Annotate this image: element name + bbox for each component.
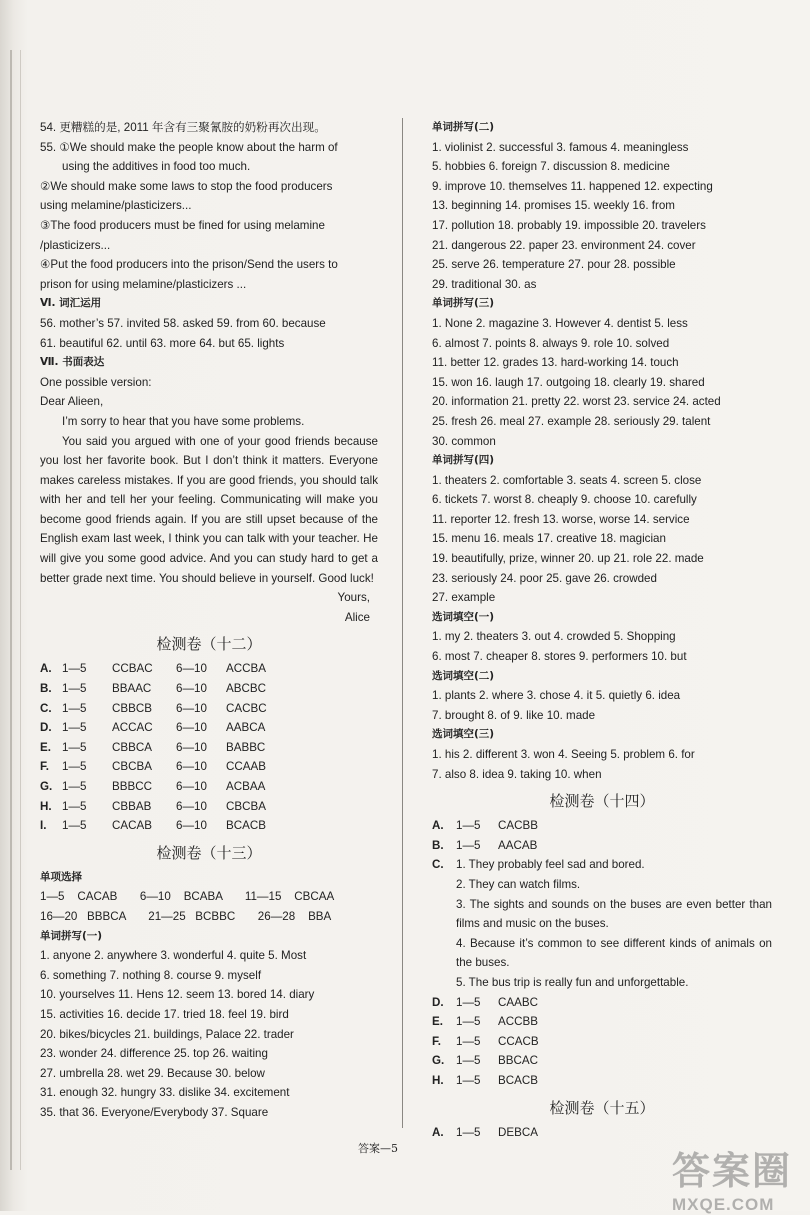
spelling-3-line: 1. None 2. magazine 3. However 4. dentist 5. less	[432, 316, 688, 330]
vocab-answers-56-60: 56. mother’s 57. invited 58. asked 59. from 60. because	[40, 316, 326, 330]
test-14-row: G. 1—5 BBCAC	[432, 1054, 538, 1068]
answer-55-4-cont: prison for using melamine/plasticizers ...	[40, 277, 247, 291]
answer-55-1-cont: using the additives in food too much.	[62, 160, 251, 174]
test-14-row: F. 1—5 CCACB	[432, 1034, 539, 1048]
left-column	[40, 118, 378, 1123]
fill-1-line: 1. my 2. theaters 3. out 4. crowded 5. Shopping	[432, 630, 676, 644]
watermark-url: MXQE.COM	[672, 1195, 775, 1214]
fill-3-line: 7. also 8. idea 9. taking 10. when	[432, 767, 602, 781]
spelling-1-line: 27. umbrella 28. wet 29. Because 30. below	[40, 1066, 265, 1080]
test-12-answers	[40, 659, 378, 835]
essay-opening: I’m sorry to hear that you have some problems.	[62, 414, 305, 428]
essay-salutation: Dear Alieen,	[40, 395, 104, 409]
spelling-2-line: 17. pollution 18. probably 19. impossible 20. travelers	[432, 218, 706, 232]
answer-55-4: ④Put the food producers into the prison/Send the users to	[40, 258, 338, 272]
essay-body: You said you argued with one of your good friends because you lost her favorite book. But I don’t think it matters. Everyone makes careless mistakes. If you are good friends, you should talk with her and tell her your feeling. Communicating will make you become good friends again. If you are still upset because of the English exam last week, I think you can talk with your teacher. He will give you some good advice. And you can study hard to get a better grade next time. You should believe in yourself. Good luck!	[40, 434, 378, 585]
spelling-4-line: 1. theaters 2. comfortable 3. seats 4. screen 5. close	[432, 473, 702, 487]
test-15-title: 检测卷（十五）	[549, 1098, 655, 1117]
page-number: 答案—5	[358, 1142, 398, 1155]
test-12-row: B. 1—5 BBAAC 6—10 ABCBC	[40, 682, 266, 696]
test-13-title: 检测卷（十三）	[156, 843, 262, 862]
spelling-3-line: 30. common	[432, 434, 496, 448]
answer-55-2: ②We should make some laws to stop the food producers	[40, 179, 333, 193]
essay-intro: One possible version:	[40, 375, 152, 389]
section-writing-heading: Ⅶ. 书面表达	[40, 356, 105, 369]
test-12-row: C. 1—5 CBBCB 6—10 CACBC	[40, 701, 267, 715]
test-12-row: A. 1—5 CCBAC 6—10 ACCBA	[40, 662, 266, 676]
spelling-1-line: 6. something 7. nothing 8. course 9. myself	[40, 968, 262, 982]
test-12-row: G. 1—5 BBBCC 6—10 ACBAA	[40, 780, 266, 793]
test-14-c-answer: 3. The sights and sounds on the buses are even better than films and music on the buses.	[456, 897, 772, 931]
test-12-row: D. 1—5 ACCAC 6—10 AABCA	[40, 721, 266, 735]
answer-54: 54. 更糟糕的是, 2011 年含有三聚氰胺的奶粉再次出现。	[40, 121, 326, 134]
spelling-3-heading: 单词拼写(三)	[432, 297, 495, 310]
test-12-row: H. 1—5 CBBAB 6—10 CBCBA	[40, 799, 266, 813]
spelling-3-line: 25. fresh 26. meal 27. example 28. seriously 29. talent	[432, 414, 711, 428]
spelling-3-line: 6. almost 7. points 8. always 9. role 10. solved	[432, 336, 670, 350]
test-14-c-answer: 5. The bus trip is really fun and unforgettable.	[456, 975, 689, 989]
test-12-title: 检测卷（十二）	[156, 635, 262, 654]
spelling-2-line: 1. violinist 2. successful 3. famous 4. meaningless	[432, 140, 689, 154]
spelling-3-line: 20. information 21. pretty 22. worst 23. service 24. acted	[432, 395, 721, 409]
spelling-4-heading: 单词拼写(四)	[432, 454, 495, 467]
test-14-row: B. 1—5 AACAB	[432, 838, 538, 852]
test-14-row: D. 1—5 CAABC	[432, 995, 538, 1009]
spelling-1-line: 31. enough 32. hungry 33. dislike 34. excitement	[40, 1086, 290, 1100]
spelling-2-line: 5. hobbies 6. foreign 7. discussion 8. medicine	[432, 160, 670, 174]
answer-55-1: 55. ①We should make the people know about the harm of	[40, 140, 338, 154]
spelling-4-line: 19. beautifully, prize, winner 20. up 21. role 22. made	[432, 552, 704, 566]
spelling-1-line: 23. wonder 24. difference 25. top 26. waiting	[40, 1047, 268, 1061]
section-vocab-heading: Ⅵ. 词汇运用	[40, 297, 102, 310]
essay-closing: Yours,	[337, 591, 370, 605]
spelling-1-line: 20. bikes/bicycles 21. buildings, Palace 22. trader	[40, 1027, 294, 1041]
test-12-row: F. 1—5 CBCBA 6—10 CCAAB	[40, 760, 266, 774]
test-14-row-c: C. 1. They probably feel sad and bored.	[432, 858, 645, 872]
test-12-row: E. 1—5 CBBCA 6—10 BABBC	[40, 740, 266, 754]
test-14-row: A. 1—5 CACBB	[432, 819, 538, 833]
spelling-2-line: 9. improve 10. themselves 11. happened 12. expecting	[432, 179, 713, 193]
right-column	[432, 118, 772, 1142]
spelling-4-line: 15. menu 16. meals 17. creative 18. magician	[432, 532, 666, 546]
fill-2-heading: 选词填空(二)	[432, 669, 495, 682]
binding-edge	[10, 50, 12, 1170]
test-12-row: I. 1—5 CACAB 6—10 BCACB	[40, 819, 266, 833]
watermark-text: 答案圈	[672, 1148, 793, 1193]
vocab-answers-61-65: 61. beautiful 62. until 63. more 64. but 65. lights	[40, 336, 285, 350]
spelling-2-line: 21. dangerous 22. paper 23. environment 24. cover	[432, 238, 696, 252]
spelling-2-line: 25. serve 26. temperature 27. pour 28. possible	[432, 258, 676, 272]
spelling-4-line: 11. reporter 12. fresh 13. worse, worse 14. service	[432, 512, 690, 526]
test-14-c-answer: 4. Because it’s common to see different kinds of animals on the buses.	[456, 936, 772, 970]
single-choice-heading: 单项选择	[40, 870, 82, 883]
fill-3-heading: 选词填空(三)	[432, 728, 495, 741]
fill-3-line: 1. his 2. different 3. won 4. Seeing 5. problem 6. for	[432, 748, 695, 761]
column-divider	[402, 118, 403, 1128]
spelling-2-heading: 单词拼写(二)	[432, 121, 495, 133]
spelling-1-line: 10. yourselves 11. Hens 12. seem 13. bored 14. diary	[40, 988, 315, 1002]
test-14-c-answer: 2. They can watch films.	[456, 877, 581, 891]
spelling-2-line: 13. beginning 14. promises 15. weekly 16. from	[432, 199, 675, 213]
answer-55-3-cont: /plasticizers...	[40, 238, 111, 252]
spelling-1-line: 15. activities 16. decide 17. tried 18. feel 19. bird	[40, 1007, 289, 1021]
spelling-1-heading: 单词拼写(一)	[40, 929, 103, 942]
test-14-title: 检测卷（十四）	[549, 792, 655, 811]
watermark-logo	[672, 1140, 802, 1214]
spelling-1-line: 1. anyone 2. anywhere 3. wonderful 4. quite 5. Most	[40, 949, 307, 963]
single-choice-line: 1—5 CACAB 6—10 BCABA 11—15 CBCAA	[40, 890, 335, 904]
answer-55-3: ③The food producers must be fined for using melamine	[40, 218, 325, 232]
fill-2-line: 1. plants 2. where 3. chose 4. it 5. quietly 6. idea	[432, 689, 681, 703]
spelling-2-line: 29. traditional 30. as	[432, 277, 537, 291]
single-choice-line: 16—20 BBBCA 21—25 BCBBC 26—28 BBA	[40, 909, 332, 923]
spelling-4-line: 23. seriously 24. poor 25. gave 26. crowded	[432, 571, 657, 585]
test-14-row: E. 1—5 ACCBB	[432, 1015, 538, 1029]
spelling-3-line: 15. won 16. laugh 17. outgoing 18. clearly 19. shared	[432, 375, 705, 389]
test-15-row: A. 1—5 DEBCA	[432, 1125, 538, 1139]
spelling-4-line: 27. example	[432, 591, 496, 605]
spelling-3-line: 11. better 12. grades 13. hard-working 14. touch	[432, 356, 679, 370]
fill-1-heading: 选词填空(一)	[432, 610, 495, 623]
spelling-4-line: 6. tickets 7. worst 8. cheaply 9. choose 10. carefully	[432, 493, 697, 507]
answer-55-2-cont: using melamine/plasticizers...	[40, 199, 192, 213]
essay-signature: Alice	[344, 610, 370, 624]
spelling-1-line: 35. that 36. Everyone/Everybody 37. Square	[40, 1105, 269, 1119]
test-14-row: H. 1—5 BCACB	[432, 1073, 538, 1087]
binding-edge-inner	[20, 50, 21, 1170]
fill-2-line: 7. brought 8. of 9. like 10. made	[432, 708, 596, 722]
fill-1-line: 6. most 7. cheaper 8. stores 9. performers 10. but	[432, 650, 687, 664]
